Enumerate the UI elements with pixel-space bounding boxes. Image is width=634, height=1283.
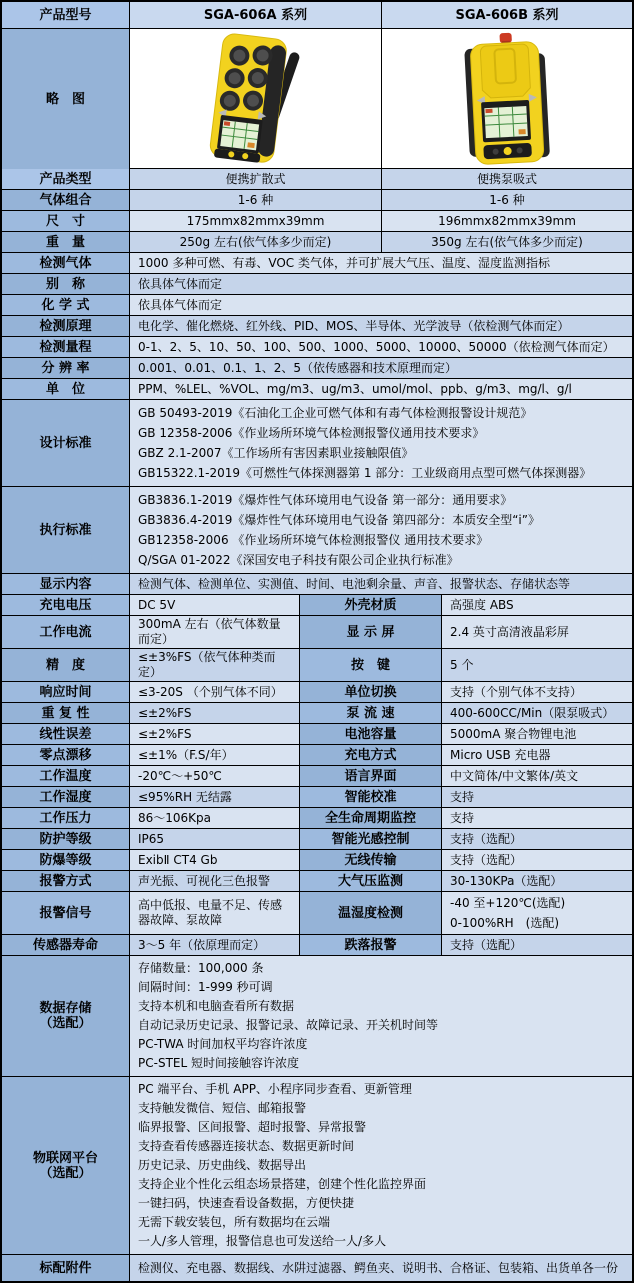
row-label: 报警信号: [2, 892, 130, 934]
row-label: 防爆等级: [2, 850, 130, 870]
row-label: 工作温度: [2, 766, 130, 786]
row-value: 1000 多种可燃、有毒、VOC 类气体，并可扩展大气压、温度、湿度监测指标: [130, 253, 632, 273]
row-value: ≤±1%（F.S/年）: [130, 745, 300, 765]
row-label: 报警方式: [2, 871, 130, 891]
paired-row-repeatability: [2, 703, 632, 724]
row-label: 零点漂移: [2, 745, 130, 765]
row-value: 高中低报、电量不足、传感器故障、泵故障: [130, 892, 300, 934]
row-value: 3～5 年（依原理而定）: [130, 935, 300, 955]
row-label: 智能光感控制: [300, 829, 442, 849]
storage-line: 间隔时间：1-999 秒可调: [138, 980, 273, 994]
row-value: 0-1、2、5、10、50、100、500、1000、5000、10000、50000（依检测气体而定）: [130, 337, 632, 357]
row-value: [442, 892, 632, 934]
gas-detector-b-illustration: [417, 31, 597, 167]
design-standard-lines: [130, 400, 632, 486]
row-label: 显 示 屏: [300, 616, 442, 648]
row-label: 线性误差: [2, 724, 130, 744]
row-label: 工作湿度: [2, 787, 130, 807]
data-storage-optional: （选配）: [39, 1016, 92, 1031]
paired-row-charge-voltage: [2, 595, 632, 616]
value-b: 便携泵吸式: [382, 169, 632, 189]
value-b: 196mmx82mmx39mm: [382, 211, 632, 231]
row-label: 尺 寸: [2, 211, 130, 231]
row-label: 产品类型: [2, 169, 130, 189]
header-label: 产品型号: [2, 2, 130, 28]
iot-line: 历史记录、历史曲线、数据导出: [138, 1158, 307, 1172]
spec-row-detect-gas: [2, 253, 632, 274]
paired-row-alarm-mode: [2, 871, 632, 892]
row-label: 语言界面: [300, 766, 442, 786]
row-value: 中文简体/中文繁体/英文: [442, 766, 632, 786]
row-value: 300mA 左右（依气体数量而定）: [130, 616, 300, 648]
paired-row-alarm-signal: [2, 892, 632, 935]
spec-row-display-content: [2, 574, 632, 595]
temp-range-line: -40 至+120℃(选配): [450, 896, 566, 910]
top-panel: [480, 43, 531, 97]
data-storage-lines: [130, 956, 632, 1076]
row-value: Micro USB 充电器: [442, 745, 632, 765]
row-label: 工作电流: [2, 616, 130, 648]
spec-row-iot-platform: [2, 1077, 632, 1255]
value-b: 350g 左右(依气体多少而定): [382, 232, 632, 252]
humidity-range-line: 0-100%RH (选配): [450, 916, 559, 930]
data-storage-label: 数据存储: [39, 1001, 92, 1016]
row-value: ≤±2%FS: [130, 703, 300, 723]
row-label: [2, 956, 130, 1076]
standard-line: GB3836.4-2019《爆炸性气体环境用电气设备 第四部分：本质安全型“i”》: [138, 513, 540, 527]
iot-line: 一键扫码，快速查看设备数据，方便快捷: [138, 1196, 355, 1210]
exec-standard-lines: [130, 487, 632, 573]
iot-line: 一人/多人管理，报警信息也可发送给一人/多人: [138, 1234, 387, 1248]
paired-row-zero-drift: [2, 745, 632, 766]
spec-row-formula: [2, 295, 632, 316]
spec-row-size: [2, 211, 632, 232]
row-value: 0.001、0.01、0.1、1、2、5（依传感器和技术原理而定）: [130, 358, 632, 378]
row-value: 5 个: [442, 649, 632, 681]
spec-row-alias: [2, 274, 632, 295]
storage-line: 支持本机和电脑查看所有数据: [138, 999, 295, 1013]
model-b-header: SGA-606B 系列: [382, 2, 632, 28]
row-label: 泵 流 速: [300, 703, 442, 723]
row-label: 化 学 式: [2, 295, 130, 315]
value-b: 1-6 种: [382, 190, 632, 210]
row-value: 检测气体、检测单位、实测值、时间、电池剩余量、声音、报警状态、存储状态等: [130, 574, 632, 594]
spec-row-unit: [2, 379, 632, 400]
row-label: 检测气体: [2, 253, 130, 273]
row-value: 30-130KPa（选配）: [442, 871, 632, 891]
row-value: 400-600CC/Min（限泵吸式）: [442, 703, 632, 723]
spec-row-range: [2, 337, 632, 358]
value-a: 1-6 种: [130, 190, 382, 210]
standard-line: GB 12358-2006《作业场所环境气体检测报警仪通用技术要求》: [138, 426, 485, 440]
paired-row-working-pressure: [2, 808, 632, 829]
paired-row-explosion-proof: [2, 850, 632, 871]
iot-platform-optional: （选配）: [39, 1165, 92, 1181]
value-a: 175mmx82mmx39mm: [130, 211, 382, 231]
row-value: -20℃～+50℃: [130, 766, 300, 786]
row-label: [2, 1077, 130, 1254]
iot-platform-lines: [130, 1077, 632, 1254]
standard-line: GB 50493-2019《石油化工企业可燃气体和有毒气体检测报警设计规范》: [138, 406, 533, 420]
row-label: 跌落报警: [300, 935, 442, 955]
spec-row-data-storage: [2, 956, 632, 1077]
row-label: 分 辨 率: [2, 358, 130, 378]
storage-line: PC-TWA 时间加权平均容许浓度: [138, 1037, 308, 1051]
row-value: 依具体气体而定: [130, 274, 632, 294]
row-label: 检测量程: [2, 337, 130, 357]
row-label: 执行标准: [2, 487, 130, 573]
paired-row-protection-rating: [2, 829, 632, 850]
row-label: 充电方式: [300, 745, 442, 765]
iot-line: 支持查看传感器连接状态、数据更新时间: [138, 1139, 355, 1153]
paired-row-linearity: [2, 724, 632, 745]
model-a-header: SGA-606A 系列: [130, 2, 382, 28]
spec-row-weight: [2, 232, 632, 253]
row-label: 显示内容: [2, 574, 130, 594]
device-a-cell: [130, 29, 382, 168]
row-label: 单位切换: [300, 682, 442, 702]
row-value: 支持: [442, 808, 632, 828]
row-value: PPM、%LEL、%VOL、mg/m3、ug/m3、umol/mol、ppb、g/m3、mg/l、g/l: [130, 379, 632, 399]
row-value: 2.4 英寸高清液晶彩屏: [442, 616, 632, 648]
row-label: 气体组合: [2, 190, 130, 210]
row-label: 温湿度检测: [300, 892, 442, 934]
row-label: 防护等级: [2, 829, 130, 849]
row-label: 精 度: [2, 649, 130, 681]
row-label: 响应时间: [2, 682, 130, 702]
spec-row-design-standard: [2, 400, 632, 487]
spec-row-gas-combo: [2, 190, 632, 211]
row-label: 单 位: [2, 379, 130, 399]
iot-line: 临界报警、区间报警、超时报警、异常报警: [138, 1120, 367, 1134]
row-label: 传感器寿命: [2, 935, 130, 955]
standard-line: Q/SGA 01-2022《深国安电子科技有限公司企业执行标准》: [138, 553, 459, 567]
row-label: 检测原理: [2, 316, 130, 336]
iot-line: 无需下载安装包，所有数据均在云端: [138, 1215, 331, 1229]
row-label: 无线传输: [300, 850, 442, 870]
sketch-label: 略 图: [2, 29, 130, 169]
row-value: 支持（选配）: [442, 829, 632, 849]
row-label: 设计标准: [2, 400, 130, 486]
standard-line: GB3836.1-2019《爆炸性气体环境用电气设备 第一部分：通用要求》: [138, 493, 513, 507]
storage-line: 自动记录历史记录、报警记录、故障记录、开关机时间等: [138, 1018, 439, 1032]
value-a: 250g 左右(依气体多少而定): [130, 232, 382, 252]
standard-line: GBZ 2.1-2007《工作场所有害因素职业接触限值》: [138, 446, 414, 460]
row-value: 支持: [442, 787, 632, 807]
row-label: 全生命周期监控: [300, 808, 442, 828]
paired-row-accuracy: [2, 649, 632, 682]
row-value: ≤95%RH 无结露: [130, 787, 300, 807]
row-value: 支持（个别气体不支持）: [442, 682, 632, 702]
row-value: ≤±2%FS: [130, 724, 300, 744]
spec-row-exec-standard: [2, 487, 632, 574]
device-a-image: [130, 29, 381, 168]
row-label: 重 复 性: [2, 703, 130, 723]
paired-row-response-time: [2, 682, 632, 703]
paired-row-working-temp: [2, 766, 632, 787]
row-value: ExibⅡ CT4 Gb: [130, 850, 300, 870]
paired-row-working-humidity: [2, 787, 632, 808]
row-label: 充电电压: [2, 595, 130, 615]
row-label: 智能校准: [300, 787, 442, 807]
row-value: 声光振、可视化三色报警: [130, 871, 300, 891]
row-value: ≤±3%FS（依气体种类而定）: [130, 649, 300, 681]
storage-line: 存储数量：100,000 条: [138, 961, 264, 975]
row-label: 大气压监测: [300, 871, 442, 891]
iot-line: PC 端平台、手机 APP、小程序同步查看、更新管理: [138, 1082, 412, 1096]
row-label: 按 键: [300, 649, 442, 681]
row-label: 工作压力: [2, 808, 130, 828]
row-value: 检测仪、充电器、数据线、水阱过滤器、鳄鱼夹、说明书、合格证、包装箱、出货单各一份: [130, 1255, 632, 1281]
row-label: 电池容量: [300, 724, 442, 744]
device-b-cell: [382, 29, 632, 168]
row-label: 别 称: [2, 274, 130, 294]
row-value: 支持（选配）: [442, 850, 632, 870]
row-value: IP65: [130, 829, 300, 849]
row-value: 电化学、催化燃烧、红外线、PID、MOS、半导体、光学波导（依检测气体而定）: [130, 316, 632, 336]
standard-line: GB15322.1-2019《可燃性气体探测器第 1 部分：工业级商用点型可燃气体探测器》: [138, 466, 592, 480]
spec-row-principle: [2, 316, 632, 337]
gas-detector-a-illustration: [166, 31, 346, 167]
device-b-image: [382, 29, 632, 168]
iot-line: 支持企业个性化云组态场景搭建，创建个性化监控界面: [138, 1177, 427, 1191]
row-value: 86～106Kpa: [130, 808, 300, 828]
header-row: [2, 2, 632, 29]
iot-line: 支持触发微信、短信、邮箱报警: [138, 1101, 307, 1115]
value-a: 便携扩散式: [130, 169, 382, 189]
row-label: 外壳材质: [300, 595, 442, 615]
standard-line: GB12358-2006 《作业场所环境气体检测报警仪 通用技术要求》: [138, 533, 489, 547]
row-label: 重 量: [2, 232, 130, 252]
row-label: 标配附件: [2, 1255, 130, 1281]
row-value: 支持（选配）: [442, 935, 632, 955]
spec-row-resolution: [2, 358, 632, 379]
storage-line: PC-STEL 短时间接触容许浓度: [138, 1056, 299, 1070]
row-value: DC 5V: [130, 595, 300, 615]
row-value: ≤3-20S （个别气体不同）: [130, 682, 300, 702]
row-value: 高强度 ABS: [442, 595, 632, 615]
spec-row-accessories: [2, 1255, 632, 1281]
paired-row-working-current: [2, 616, 632, 649]
spec-row-product-type: [2, 169, 632, 190]
iot-platform-label: 物联网平台: [32, 1150, 98, 1166]
paired-row-sensor-life: [2, 935, 632, 956]
sketch-row: [2, 29, 632, 169]
row-value: 5000mA 聚合物锂电池: [442, 724, 632, 744]
row-value: 依具体气体而定: [130, 295, 632, 315]
